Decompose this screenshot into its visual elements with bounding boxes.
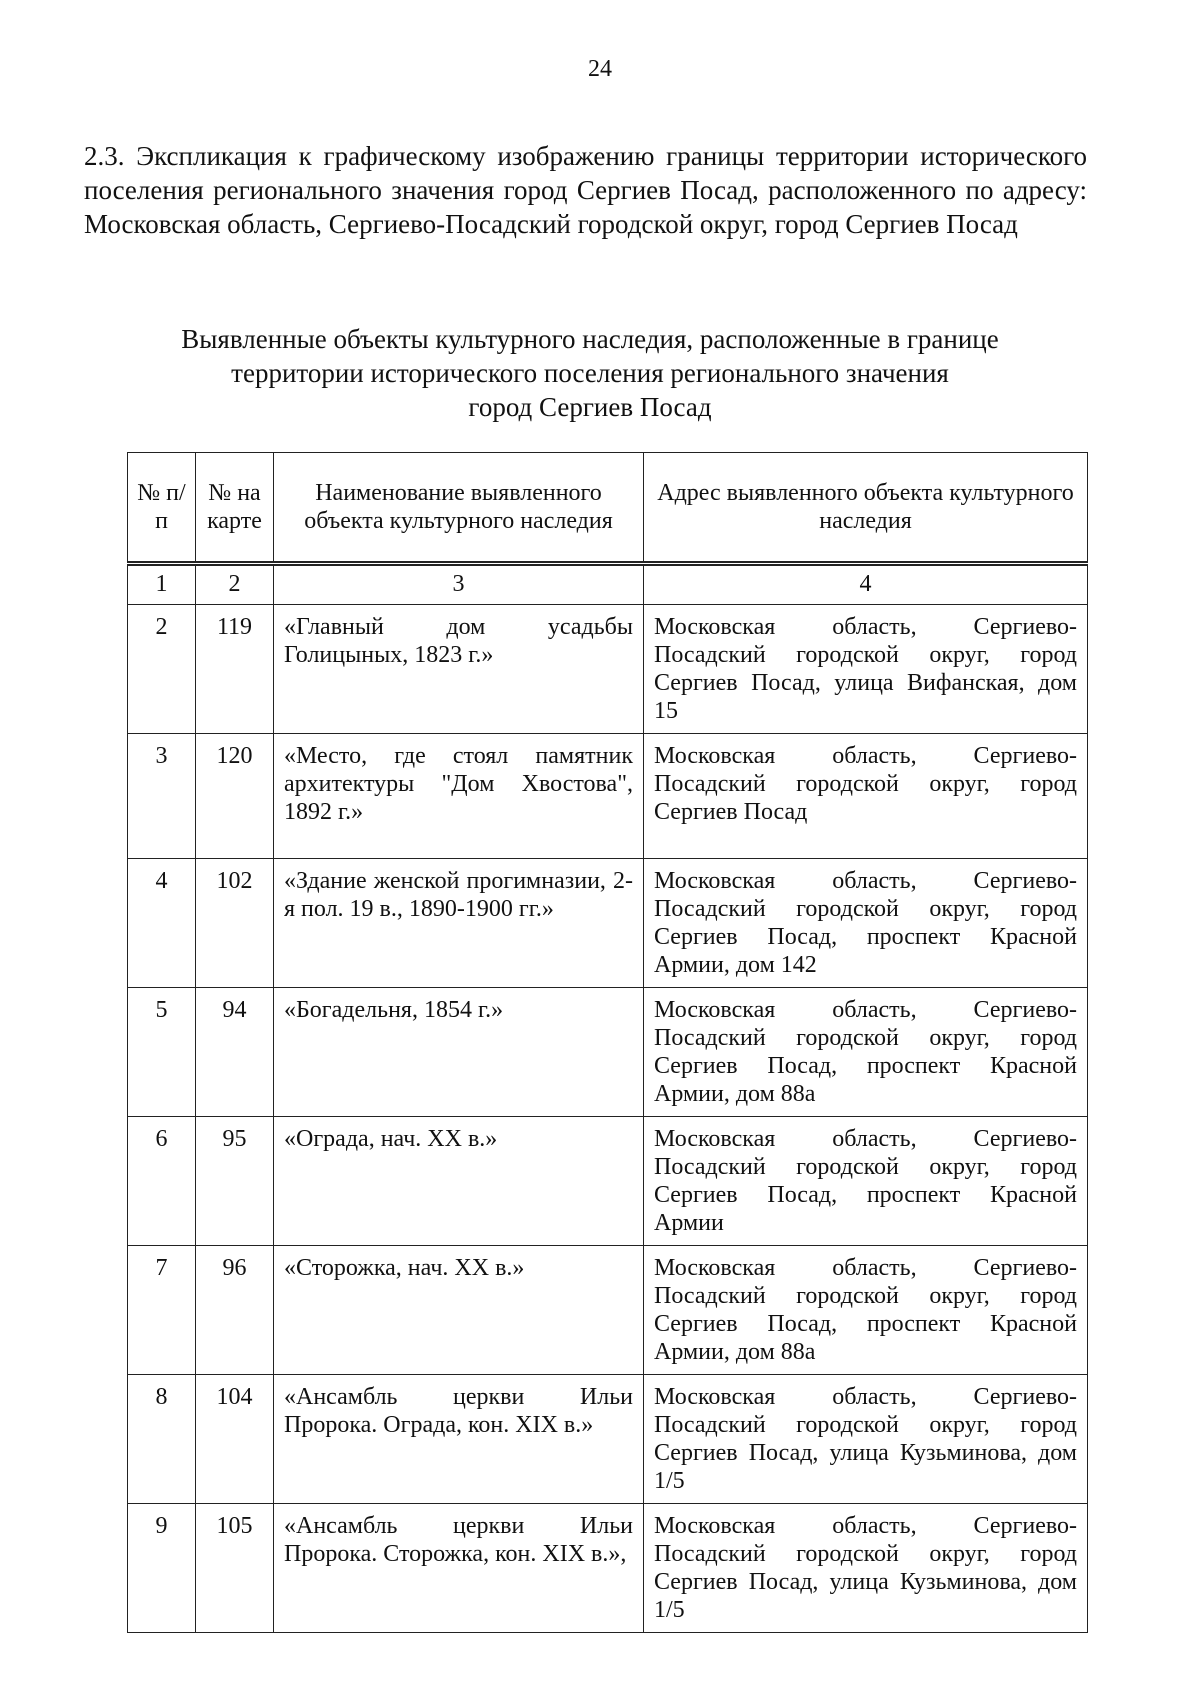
row-number: 3: [128, 734, 196, 859]
row-object-name: «Ограда, нач. XX в.»: [274, 1117, 644, 1246]
row-number: 5: [128, 988, 196, 1117]
header-num: № п/п: [128, 453, 196, 564]
row-object-name: «Богадельня, 1854 г.»: [274, 988, 644, 1117]
row-number: 8: [128, 1375, 196, 1504]
column-number: 2: [196, 564, 274, 605]
row-object-address: Московская область, Сергиево-Посадский городской округ, город Сергиев Посад: [644, 734, 1088, 859]
column-number: 4: [644, 564, 1088, 605]
header-name: Наименование выявленного объекта культурного наследия: [274, 453, 644, 564]
table-row: [128, 1246, 1088, 1375]
row-object-address: Московская область, Сергиево-Посадский городской округ, город Сергиев Посад, проспект Красной Армии, дом 88а: [644, 988, 1088, 1117]
row-map-number: 96: [196, 1246, 274, 1375]
row-map-number: 120: [196, 734, 274, 859]
table-header-row: [128, 453, 1088, 564]
heritage-objects-table: [127, 452, 1088, 1633]
row-object-address: Московская область, Сергиево-Посадский городской округ, город Сергиев Посад, улица Кузьминова, дом 1/5: [644, 1375, 1088, 1504]
row-map-number: 105: [196, 1504, 274, 1633]
table-row: [128, 859, 1088, 988]
row-object-name: «Главный дом усадьбы Голицыных, 1823 г.»: [274, 605, 644, 734]
table-row: [128, 734, 1088, 859]
column-numbers-row: [128, 564, 1088, 605]
row-number: 2: [128, 605, 196, 734]
table-row: [128, 988, 1088, 1117]
row-map-number: 94: [196, 988, 274, 1117]
table-heading-line: Выявленные объекты культурного наследия, расположенные в границе: [181, 324, 999, 354]
table-row: [128, 1117, 1088, 1246]
table-row: [128, 1504, 1088, 1633]
row-object-name: «Место, где стоял памятник архитектуры "Дом Хвостова", 1892 г.»: [274, 734, 644, 859]
table-heading: [100, 322, 1080, 424]
row-object-address: Московская область, Сергиево-Посадский городской округ, город Сергиев Посад, проспект Красной Армии, дом 88а: [644, 1246, 1088, 1375]
row-number: 6: [128, 1117, 196, 1246]
row-map-number: 104: [196, 1375, 274, 1504]
row-map-number: 102: [196, 859, 274, 988]
row-number: 9: [128, 1504, 196, 1633]
table-row: [128, 605, 1088, 734]
column-number: 3: [274, 564, 644, 605]
row-object-address: Московская область, Сергиево-Посадский городской округ, город Сергиев Посад, проспект Красной Армии: [644, 1117, 1088, 1246]
header-address: Адрес выявленного объекта культурного наследия: [644, 453, 1088, 564]
row-object-name: «Здание женской прогимназии, 2-я пол. 19 в., 1890-1900 гг.»: [274, 859, 644, 988]
row-map-number: 95: [196, 1117, 274, 1246]
row-number: 4: [128, 859, 196, 988]
row-number: 7: [128, 1246, 196, 1375]
row-object-name: «Ансамбль церкви Ильи Пророка. Сторожка, кон. XIX в.»,: [274, 1504, 644, 1633]
row-object-address: Московская область, Сергиево-Посадский городской округ, город Сергиев Посад, улица Вифанская, дом 15: [644, 605, 1088, 734]
row-object-name: «Ансамбль церкви Ильи Пророка. Ограда, кон. XIX в.»: [274, 1375, 644, 1504]
intro-paragraph: 2.3. Экспликация к графическому изображению границы территории исторического поселения регионального значения город Сергиев Посад, расположенного по адресу: Московская область, Сергиево-Посадский городской округ, город Сергиев Посад: [84, 141, 1087, 239]
table-heading-line: город Сергиев Посад: [468, 392, 712, 422]
row-object-address: Московская область, Сергиево-Посадский городской округ, город Сергиев Посад, улица Кузьминова, дом 1/5: [644, 1504, 1088, 1633]
header-map: № на карте: [196, 453, 274, 564]
column-number: 1: [128, 564, 196, 605]
row-map-number: 119: [196, 605, 274, 734]
row-object-address: Московская область, Сергиево-Посадский городской округ, город Сергиев Посад, проспект Красной Армии, дом 142: [644, 859, 1088, 988]
page-number: 24: [588, 56, 612, 82]
row-object-name: «Сторожка, нач. XX в.»: [274, 1246, 644, 1375]
table-row: [128, 1375, 1088, 1504]
table-heading-line: территории исторического поселения регионального значения: [231, 358, 949, 388]
